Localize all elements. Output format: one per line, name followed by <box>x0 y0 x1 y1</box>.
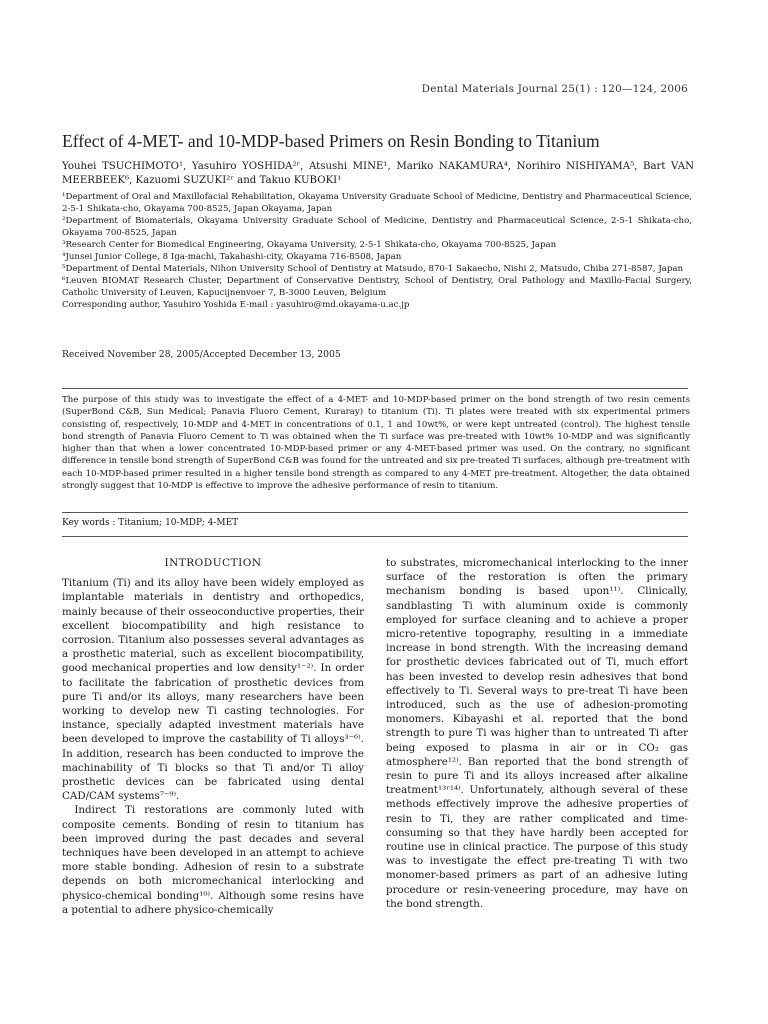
keywords-rule <box>62 536 688 537</box>
affiliation-2: ²Department of Biomaterials, Okayama University Graduate School of Medicine, Dentistry and Pharmaceutical Science, 2-5-1 Shikata-cho, Okayama 700-8525, Japan <box>62 216 692 238</box>
received-dates: Received November 28, 2005/Accepted December 13, 2005 <box>62 349 341 360</box>
section-heading-introduction: INTRODUCTION <box>164 557 262 569</box>
right-column <box>386 556 688 911</box>
affiliation-1: ¹Department of Oral and Maxillofacial Rehabilitation, Okayama University Graduate School of Medicine, Dentistry and Pharmaceutical Science, 2-5-1 Shikata-cho, Okayama 700-8525, Japan Okayama, Japan <box>62 192 692 214</box>
paragraph: to substrates, micromechanical interlocking to the inner surface of the restoration is often the primary mechanism bonding is based upon¹¹⁾. Clinically, sandblasting Ti with aluminum oxide is commonly employed for surface cleaning and to achieve a proper micro-retentive topography, resulting in a immediate increase in bond strength. With the increasing demand for prosthetic devices fabricated out of Ti, much effort has been invested to develop resin adhesives that bond effectively to Ti. Several ways to pre-treat Ti have been introduced, such as the use of adhesion-promoting monomers. Kibayashi et al. reported that the bond strength to pure Ti was higher than to untreated Ti after being exposed to plasma in air or in CO₂ gas atmosphere¹²⁾. Ban reported that the bond strength of resin to pure Ti and its alloys increased after alkaline treatment¹³ʳ¹⁴⁾. Unfortunately, although several of these methods effectively improve the adhesive properties of resin to Ti, they are rather complicated and time-consuming so that they have hardly been accepted for routine use in clinical practice. The purpose of this study was to investigate the effect pre-treating Ti with two monomer-based primers as part of an adhesive luting procedure or resin-veneering procedure, may have on the bond strength. <box>386 557 688 910</box>
abstract: The purpose of this study was to investigate the effect of a 4-MET- and 10-MDP-based primer on the bond strength of two resin cements (SuperBond C&B, Sun Medical; Panavia Fluoro Cement, Kuraray) to titanium (Ti). Ti plates were treated with six experimental primers consisting of, respectively, 10-MDP and 4-MET in concentrations of 0.1, 1 and 10wt%, or were kept untreated (control). The highest tensile bond strength of Panavia Fluoro Cement to Ti was obtained when the Ti surface was pre-treated with 10wt% 10-MDP and was significantly higher than that when a lower concentrated 10-MDP-based primer or any 4-MET-based primer was used. On the contrary, no significant difference in tensile bond strength of SuperBond C&B was found for the untreated and six pre-treated Ti surfaces, although pre-treatment with each 10-MDP-based primer resulted in a higher tensile bond strength as compared to any 4-MET pre-treatment. Altogether, the data obtained strongly suggest that 10-MDP is effective to improve the adhesive performance of resin to titanium. <box>62 395 690 492</box>
abstract-top-rule <box>62 388 688 389</box>
keywords: Key words : Titanium; 10-MDP; 4-MET <box>62 518 239 528</box>
affiliation-4: ⁴Junsei Junior College, 8 Iga-machi, Takahashi-city, Okayama 716-8508, Japan <box>62 252 402 262</box>
left-column <box>62 556 364 917</box>
affiliation-3: ³Research Center for Biomedical Engineering, Okayama University, 2-5-1 Shikata-cho, Okayama 700-8525, Japan <box>62 240 557 250</box>
affiliation-6: ⁶Leuven BIOMAT Research Cluster, Department of Conservative Dentistry, School of Dentistry, Oral Pathology and Maxillo-Facial Surgery, Catholic University of Leuven, Kapucijnenvoer 7, B-3000 Leuven, Belgium <box>62 276 692 298</box>
abstract-bottom-rule <box>62 512 688 513</box>
corresponding-author: Corresponding author, Yasuhiro Yoshida E-mail : yasuhiro@md.okayama-u.ac.jp <box>62 300 410 310</box>
journal-reference: Dental Materials Journal 25(1) : 120—124, 2006 <box>421 83 688 95</box>
paper-title: Effect of 4-MET- and 10-MDP-based Primers on Resin Bonding to Titanium <box>62 131 600 151</box>
affiliation-5: ⁵Department of Dental Materials, Nihon University School of Dentistry at Matsudo, 870-1 Sakaecho, Nishi 2, Matsudo, Chiba 271-8587, Japan <box>62 264 684 274</box>
paragraph: Titanium (Ti) and its alloy have been widely employed as implantable materials in dentistry and orthopedics, mainly because of their osseoconductive properties, their excellent biocompatibility and high resistance to corrosion. Titanium also possesses several advantages as a prosthetic material, such as excellent biocompatibility, good mechanical properties and low density¹⁻²⁾. In order to facilitate the fabrication of prosthetic devices from pure Ti and/or its alloys, many researchers have been working to develop new Ti casting technologies. For instance, specially adapted investment materials have been developed to improve the castability of Ti alloys³⁻⁶⁾. In addition, research has been conducted to improve the machinability of Ti blocks so that Ti and/or Ti alloy prosthetic devices can be fabricated using dental CAD/CAM systems⁷⁻⁹⁾. <box>62 577 364 803</box>
paragraph: Indirect Ti restorations are commonly luted with composite cements. Bonding of resin to titanium has been improved during the past decades and several techniques have been developed in an attempt to achieve more stable bonding. Adhesion of resin to a substrate depends on both micromechanical interlocking and physico-chemical bonding¹⁰⁾. Although some resins have a potential to adhere physico-chemically <box>62 804 364 916</box>
author-list: Youhei TSUCHIMOTO¹, Yasuhiro YOSHIDA²ʳ, Atsushi MINE¹, Mariko NAKAMURA⁴, Norihiro NISHIYAMA⁵, Bart VAN MEERBEEK⁶, Kazuomi SUZUKI²ʳ and Takuo KUBOKI¹ <box>62 161 694 186</box>
affiliations <box>62 191 692 311</box>
